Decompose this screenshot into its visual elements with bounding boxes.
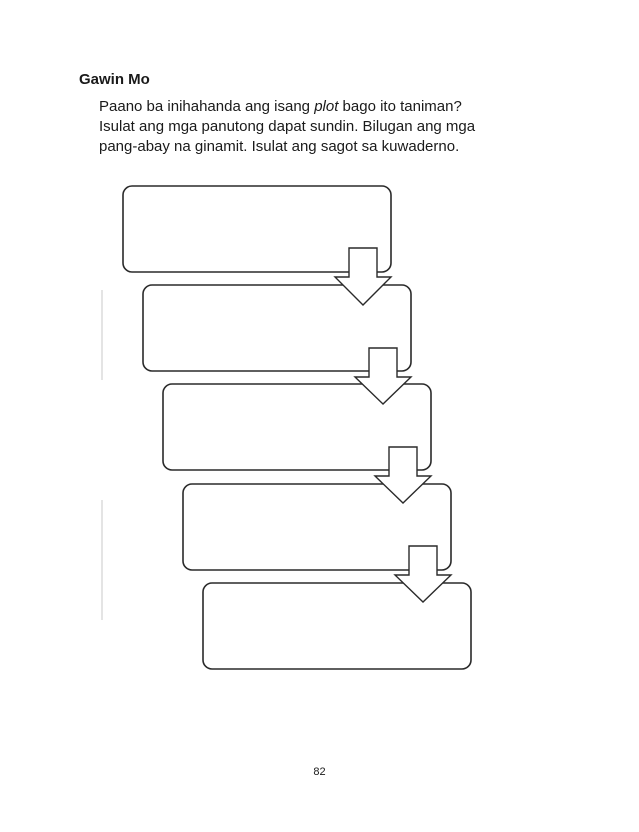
instruction-line-2: Isulat ang mga panutong dapat sundin. Bilugan ang mga	[99, 118, 476, 135]
flowchart-step-box-5[interactable]	[203, 583, 471, 669]
instruction-italic-word: plot	[314, 98, 339, 115]
instruction-line-1-start: Paano ba inihahanda ang isang	[99, 98, 315, 115]
instruction-line-1-end: bago ito taniman?	[338, 98, 462, 115]
page-number: 82	[313, 766, 326, 778]
instruction-line-3: pang-abay na ginamit. Isulat ang sagot sa kuwaderno.	[99, 138, 460, 155]
activity-heading: Gawin Mo	[79, 71, 150, 88]
